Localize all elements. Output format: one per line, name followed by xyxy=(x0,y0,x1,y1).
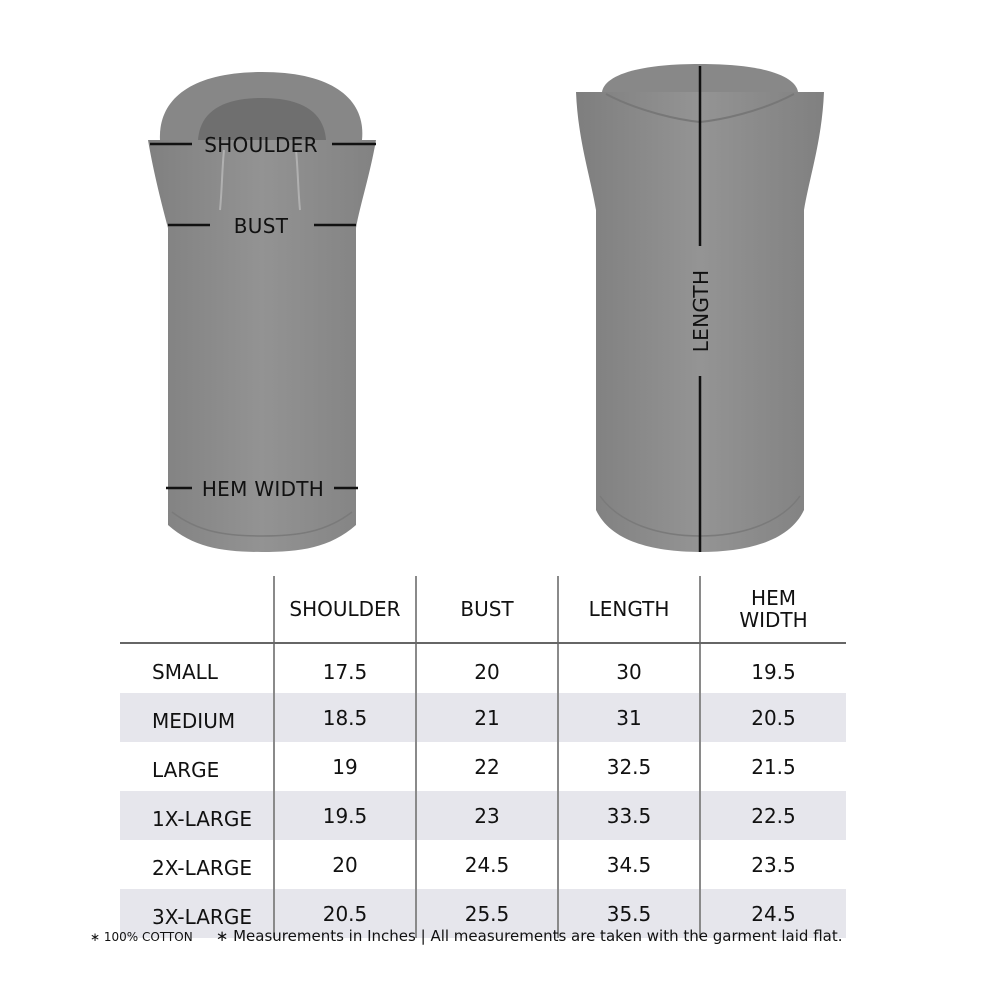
hem-width-value: 19.5 xyxy=(700,643,846,693)
length-value: 31 xyxy=(558,693,700,742)
length-value: 30 xyxy=(558,643,700,693)
header-shoulder: SHOULDER xyxy=(274,576,416,643)
bust-label: BUST xyxy=(233,214,289,238)
shoulder-value: 18.5 xyxy=(274,693,416,742)
header-length: LENGTH xyxy=(558,576,700,643)
table-row xyxy=(120,840,846,889)
length-label: LENGTH xyxy=(689,269,713,353)
shoulder-value: 19 xyxy=(274,742,416,791)
measurement-note: ∗ Measurements in Inches | All measurements are taken with the garment laid flat. xyxy=(215,927,843,945)
size-table xyxy=(120,576,846,938)
hem-width-label: HEM WIDTH xyxy=(201,477,325,501)
header-hem-width-line1: HEM xyxy=(751,586,796,610)
size-label: 3X-LARGE xyxy=(120,889,274,938)
length-value: 34.5 xyxy=(558,840,700,889)
length-value: 35.5 xyxy=(558,889,700,938)
size-label: 1X-LARGE xyxy=(120,791,274,840)
header-hem-width-line2: WIDTH xyxy=(739,608,808,632)
hem-width-value: 21.5 xyxy=(700,742,846,791)
footnote xyxy=(90,926,970,945)
size-label: MEDIUM xyxy=(120,693,274,742)
size-label: LARGE xyxy=(152,757,220,782)
table-header-row xyxy=(120,576,846,643)
size-label: 2X-LARGE xyxy=(152,855,252,880)
table-row xyxy=(120,643,846,693)
size-chart xyxy=(120,576,846,938)
hem-width-value: 22.5 xyxy=(700,791,846,840)
bust-value: 21 xyxy=(416,693,558,742)
bust-value: 25.5 xyxy=(416,889,558,938)
hem-width-value: 24.5 xyxy=(700,889,846,938)
size-label: SMALL xyxy=(152,659,218,684)
table-row xyxy=(120,693,846,742)
bust-value: 22 xyxy=(416,742,558,791)
hem-width-value: 20.5 xyxy=(700,693,846,742)
material-note: ∗ 100% COTTON xyxy=(90,930,193,944)
header-hem-width xyxy=(700,576,846,643)
shoulder-value: 20.5 xyxy=(274,889,416,938)
shoulder-label: SHOULDER xyxy=(204,133,318,157)
header-bust: BUST xyxy=(416,576,558,643)
hem-width-value: 23.5 xyxy=(700,840,846,889)
shoulder-value: 17.5 xyxy=(274,643,416,693)
bust-value: 24.5 xyxy=(416,840,558,889)
length-value: 32.5 xyxy=(558,742,700,791)
table-row xyxy=(120,742,846,791)
table-row xyxy=(120,791,846,840)
shoulder-value: 19.5 xyxy=(274,791,416,840)
bust-value: 20 xyxy=(416,643,558,693)
shoulder-value: 20 xyxy=(274,840,416,889)
bust-value: 23 xyxy=(416,791,558,840)
length-value: 33.5 xyxy=(558,791,700,840)
header-corner xyxy=(120,576,274,643)
